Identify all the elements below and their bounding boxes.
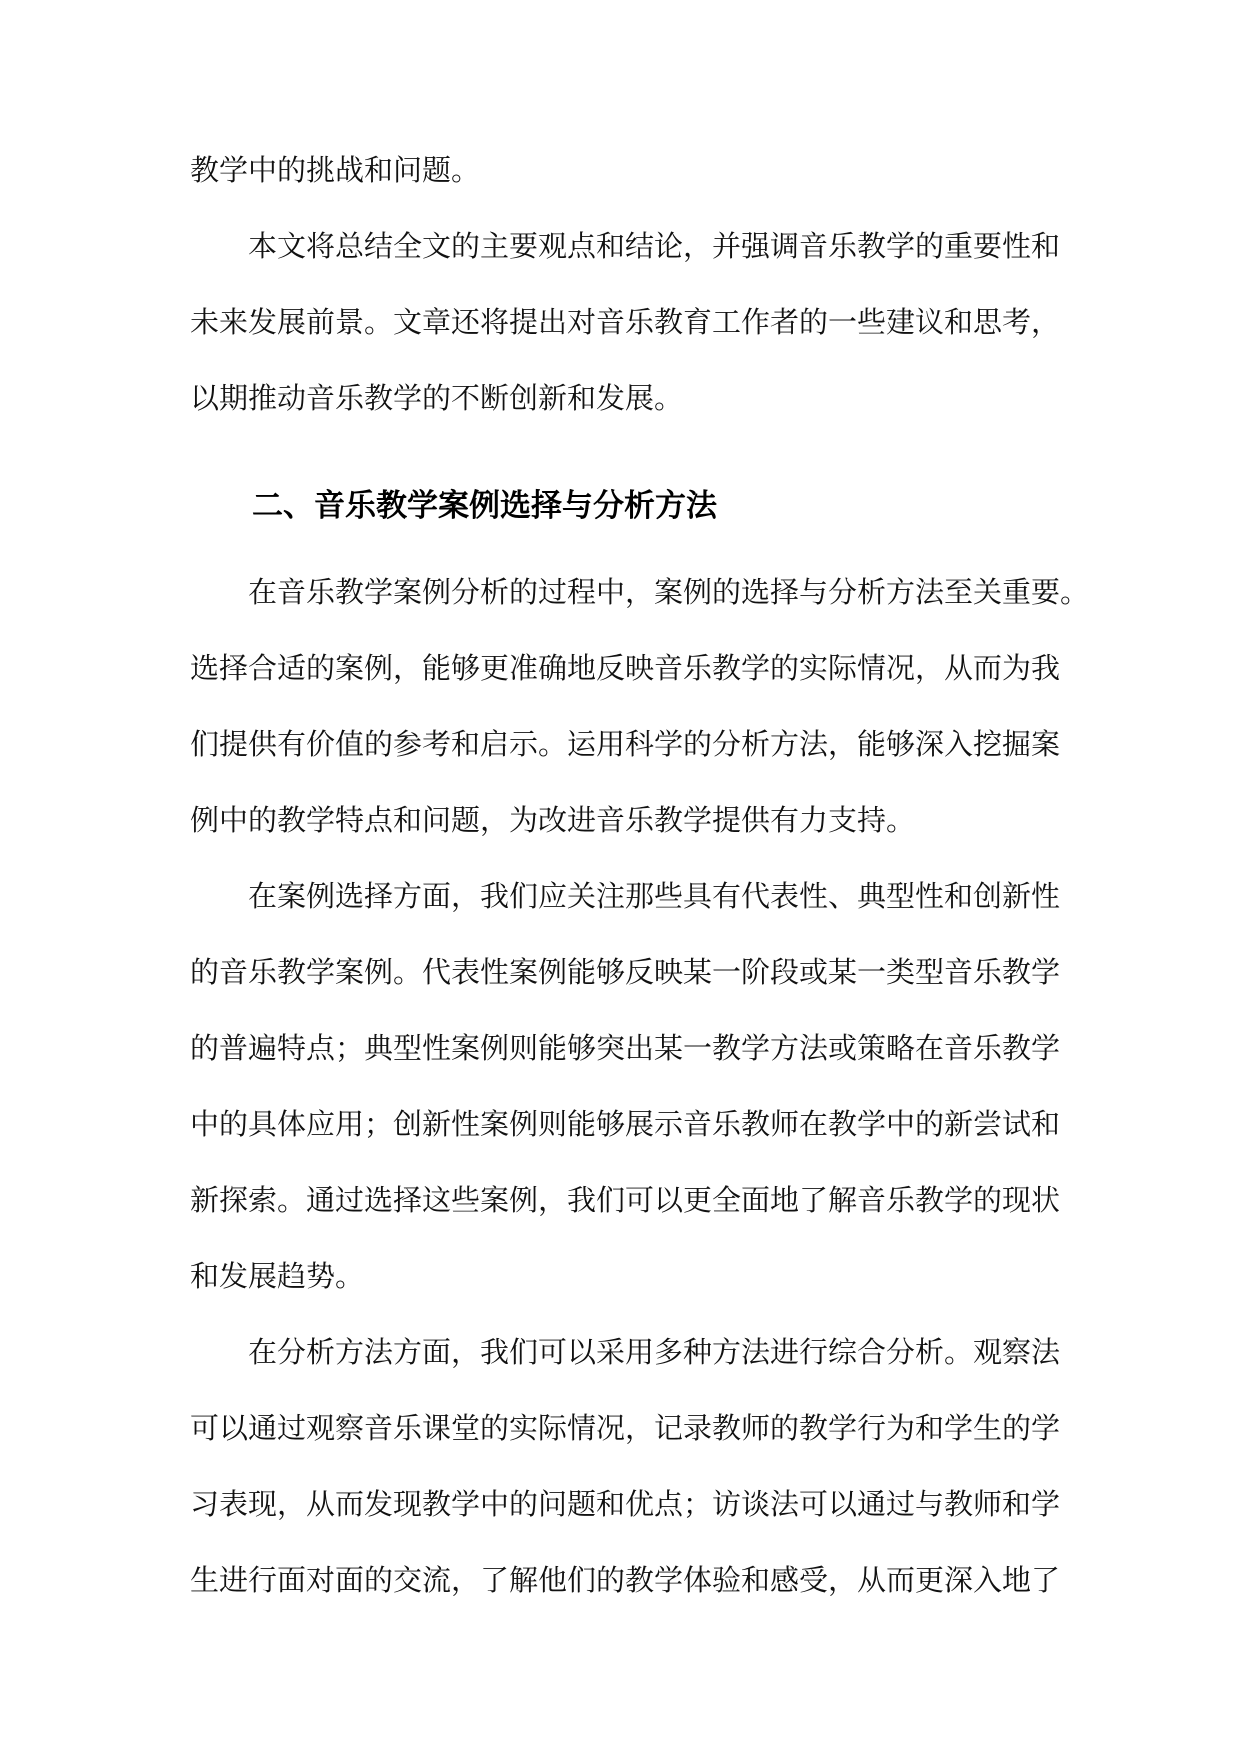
paragraph-line: 以期推动音乐教学的不断创新和发展。 <box>190 381 684 415</box>
paragraph-line: 教学中的挑战和问题。 <box>190 153 481 187</box>
paragraph-line: 和发展趋势。 <box>190 1259 365 1293</box>
paragraph-line: 本文将总结全文的主要观点和结论，并强调音乐教学的重要性和 <box>248 229 1061 263</box>
paragraph-line: 在分析方法方面，我们可以采用多种方法进行综合分析。观察法 <box>248 1335 1061 1369</box>
paragraph-line: 生进行面对面的交流，了解他们的教学体验和感受，从而更深入地了 <box>190 1563 1061 1597</box>
section-heading: 二、音乐教学案例选择与分析方法 <box>252 488 717 524</box>
paragraph-line: 可以通过观察音乐课堂的实际情况，记录教师的教学行为和学生的学 <box>190 1411 1061 1445</box>
paragraph-line: 中的具体应用；创新性案例则能够展示音乐教师在教学中的新尝试和 <box>190 1107 1061 1141</box>
paragraph-line: 习表现，从而发现教学中的问题和优点；访谈法可以通过与教师和学 <box>190 1487 1061 1521</box>
paragraph-line: 未来发展前景。文章还将提出对音乐教育工作者的一些建议和思考， <box>190 305 1061 339</box>
paragraph-line: 在音乐教学案例分析的过程中，案例的选择与分析方法至关重要。 <box>248 575 1090 609</box>
paragraph-line: 选择合适的案例，能够更准确地反映音乐教学的实际情况，从而为我 <box>190 651 1061 685</box>
paragraph-line: 的音乐教学案例。代表性案例能够反映某一阶段或某一类型音乐教学 <box>190 955 1061 989</box>
paragraph-line: 的普遍特点；典型性案例则能够突出某一教学方法或策略在音乐教学 <box>190 1031 1061 1065</box>
paragraph-line: 在案例选择方面，我们应关注那些具有代表性、典型性和创新性 <box>248 879 1061 913</box>
paragraph-line: 新探索。通过选择这些案例，我们可以更全面地了解音乐教学的现状 <box>190 1183 1061 1217</box>
paragraph-line: 们提供有价值的参考和启示。运用科学的分析方法，能够深入挖掘案 <box>190 727 1061 761</box>
paragraph-line: 例中的教学特点和问题，为改进音乐教学提供有力支持。 <box>190 803 916 837</box>
